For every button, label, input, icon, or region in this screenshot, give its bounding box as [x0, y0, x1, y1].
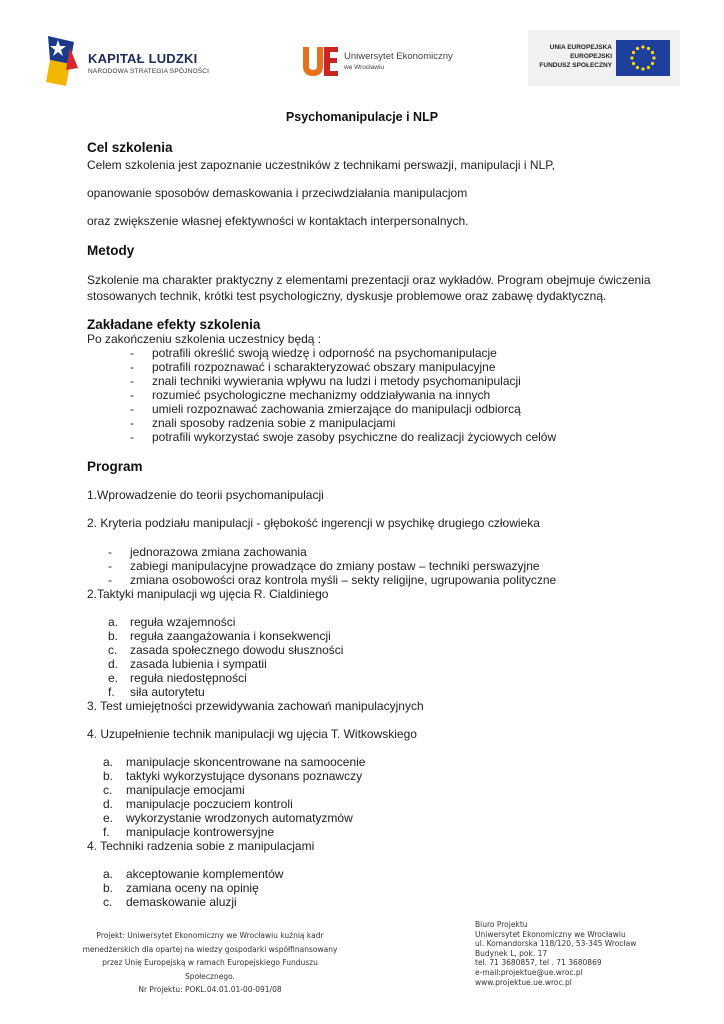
ue-monogram-icon [300, 44, 340, 78]
footer-right-line: Budynek L, pok. 17 [475, 948, 548, 958]
dash-marker: - [130, 416, 134, 430]
letter-marker: f. [108, 685, 115, 699]
letter-marker: c. [108, 643, 118, 657]
program-item-text: siła autorytetu [130, 685, 205, 699]
letter-marker: a. [103, 755, 114, 769]
program-item-text: manipulacje kontrowersyjne [126, 825, 275, 839]
ue-logo [300, 42, 460, 82]
program-point-3: 2.Taktyki manipulacji wg ujęcia R. Cialdiniego [87, 587, 329, 601]
letter-marker: a. [103, 867, 114, 881]
program-item-text: taktyki wykorzystujące dysonans poznawczy [126, 769, 363, 783]
eu-line-1: UNIA EUROPEJSKA [549, 44, 612, 51]
effects-item-text: potrafili wykorzystać swoje zasoby psychiczne do realizacji życiowych celów [152, 430, 557, 444]
dash-marker: - [130, 346, 134, 360]
program-point-2: 2. Kryteria podziału manipulacji - głębokość ingerencji w psychikę drugiego człowieka [87, 516, 540, 530]
program-point-5: 4. Uzupełnienie technik manipulacji wg ujęcia T. Witkowskiego [87, 727, 417, 741]
section-heading-goal: Cel szkolenia [87, 140, 173, 155]
letter-marker: e. [108, 671, 119, 685]
kapital-ludzki-emblem-icon [44, 34, 82, 88]
letter-marker: c. [103, 895, 113, 909]
effects-item-text: znali sposoby radzenia sobie z manipulacjami [152, 416, 396, 430]
letter-marker: d. [108, 657, 119, 671]
effects-intro: Po zakończeniu szkolenia uczestnicy będą : [87, 332, 322, 346]
section-heading-effects: Zakładane efekty szkolenia [87, 317, 261, 332]
section-heading-methods: Metody [87, 243, 135, 258]
eu-logo [528, 30, 680, 86]
program-point-6: 4. Techniki radzenia sobie z manipulacjami [87, 839, 315, 853]
footer-right-line: tel. 71 3680857, tel . 71 3680869 [475, 958, 602, 968]
goal-line-1: Celem szkolenia jest zapoznanie uczestników z technikami perswazji, manipulacji i NLP, [87, 158, 555, 172]
program-item-text: manipulacje skoncentrowane na samoocenie [126, 755, 366, 769]
program-item-text: demaskowanie aluzji [126, 895, 237, 909]
dash-marker: - [130, 360, 134, 374]
program-point-4: 3. Test umiejętności przewidywania zachowań manipulacyjnych [87, 699, 424, 713]
footer-right-line: Uniwersytet Ekonomiczny we Wrocławiu [475, 929, 626, 939]
footer-left-line: Społecznego. [185, 971, 235, 981]
letter-marker: b. [108, 629, 119, 643]
dash-marker: - [108, 559, 112, 573]
letter-marker: c. [103, 783, 113, 797]
effects-item-text: rozumieć psychologiczne mechanizmy oddziaływania na innych [152, 388, 491, 402]
program-item-text: reguła zaangażowania i konsekwencji [130, 629, 331, 643]
methods-line-1: Szkolenie ma charakter praktyczny z elementami prezentacji oraz wykładów. Program obejmuje ćwiczenia [87, 273, 651, 287]
dash-marker: - [108, 545, 112, 559]
dash-marker: - [130, 402, 134, 416]
kapital-ludzki-title: KAPITAŁ LUDZKI [88, 51, 198, 66]
footer-office-info [475, 920, 715, 987]
eu-line-3: FUNDUSZ SPOŁECZNY [539, 62, 612, 69]
program-item-text: zamiana oceny na opinię [126, 881, 259, 895]
footer-left-line: Projekt: Uniwersytet Ekonomiczny we Wrocławiu kuźnią kadr [96, 931, 324, 940]
ue-logo-sub: we Wrocławiu [344, 64, 384, 71]
program-item-text: zabiegi manipulacyjne prowadzące do zmiany postaw – techniki perswazyjne [130, 559, 540, 573]
ue-logo-name: Uniwersytet Ekonomiczny [344, 51, 453, 62]
program-item-text: reguła wzajemności [130, 615, 236, 629]
letter-marker: b. [103, 769, 114, 783]
program-item-text: wykorzystanie wrodzonych automatyzmów [126, 811, 353, 825]
program-point-1: 1.Wprowadzenie do teorii psychomanipulacji [87, 488, 324, 502]
effects-item-text: potrafili określić swoją wiedzę i odporność na psychomanipulacje [152, 346, 497, 360]
eu-text-block [534, 43, 612, 70]
program-item-text: manipulacje poczuciem kontroli [126, 797, 293, 811]
eu-line-2: EUROPEJSKI [570, 53, 612, 60]
effects-item-text: umieli rozpoznawać zachowania zmierzające do manipulacji odbiorcą [152, 402, 521, 416]
letter-marker: d. [103, 797, 114, 811]
program-item-text: zasada społecznego dowodu słuszności [130, 643, 344, 657]
effects-item-text: potrafili rozpoznawać i scharakteryzować obszary manipulacyjne [152, 360, 496, 374]
footer-website[interactable]: www.projektue.ue.wroc.pl [475, 977, 572, 987]
dash-marker: - [130, 388, 134, 402]
footer-right-line: ul. Komandorska 118/120, 53-345 Wrocław [475, 939, 637, 949]
letter-marker: e. [103, 811, 114, 825]
program-item-text: zmiana osobowości oraz kontrola myśli – sekty religijne, ugrupowania polityczne [130, 573, 557, 587]
footer-left-line: Nr Projektu: POKL.04.01.01-00-091/08 [138, 985, 282, 994]
program-item-text: jednorazowa zmiana zachowania [130, 545, 307, 559]
program-item-text: reguła niedostępności [130, 671, 247, 685]
letter-marker: f. [103, 825, 110, 839]
goal-line-3: oraz zwiększenie własnej efektywności w kontaktach interpersonalnych. [87, 214, 469, 228]
section-heading-program: Program [87, 459, 143, 474]
program-item-text: manipulacje emocjami [126, 783, 245, 797]
methods-line-2: stosowanych technik, krótki test psychologiczny, dyskusje problemowe oraz zabawę dydaktyczną. [87, 289, 607, 303]
kapital-ludzki-logo [44, 34, 214, 88]
dash-marker: - [108, 573, 112, 587]
program-item-text: akceptowanie komplementów [126, 867, 284, 881]
letter-marker: a. [108, 615, 119, 629]
eu-flag-icon [616, 40, 670, 76]
footer-project-info [20, 929, 400, 997]
dash-marker: - [130, 374, 134, 388]
program-item-text: zasada lubienia i sympatii [130, 657, 267, 671]
goal-line-2: opanowanie sposobów demaskowania i przeciwdziałania manipulacjom [87, 186, 468, 200]
kapital-ludzki-subtitle: NARODOWA STRATEGIA SPÓJNOŚCI [88, 68, 210, 75]
footer-right-line: Biuro Projektu [475, 920, 528, 929]
footer-email[interactable]: e-mail:projektue@ue.wroc.pl [475, 967, 583, 977]
footer-left-line: przez Unię Europejską w ramach Europejskiego Funduszu [102, 958, 318, 967]
letter-marker: b. [103, 881, 114, 895]
dash-marker: - [130, 430, 134, 444]
footer-left-line: menedżerskich dla opartej na wiedzy gospodarki współfinansowany [82, 944, 338, 954]
effects-item-text: znali techniki wywierania wpływu na ludzi i metody psychomanipulacji [152, 374, 521, 388]
document-title: Psychomanipulacje i NLP [285, 110, 439, 124]
